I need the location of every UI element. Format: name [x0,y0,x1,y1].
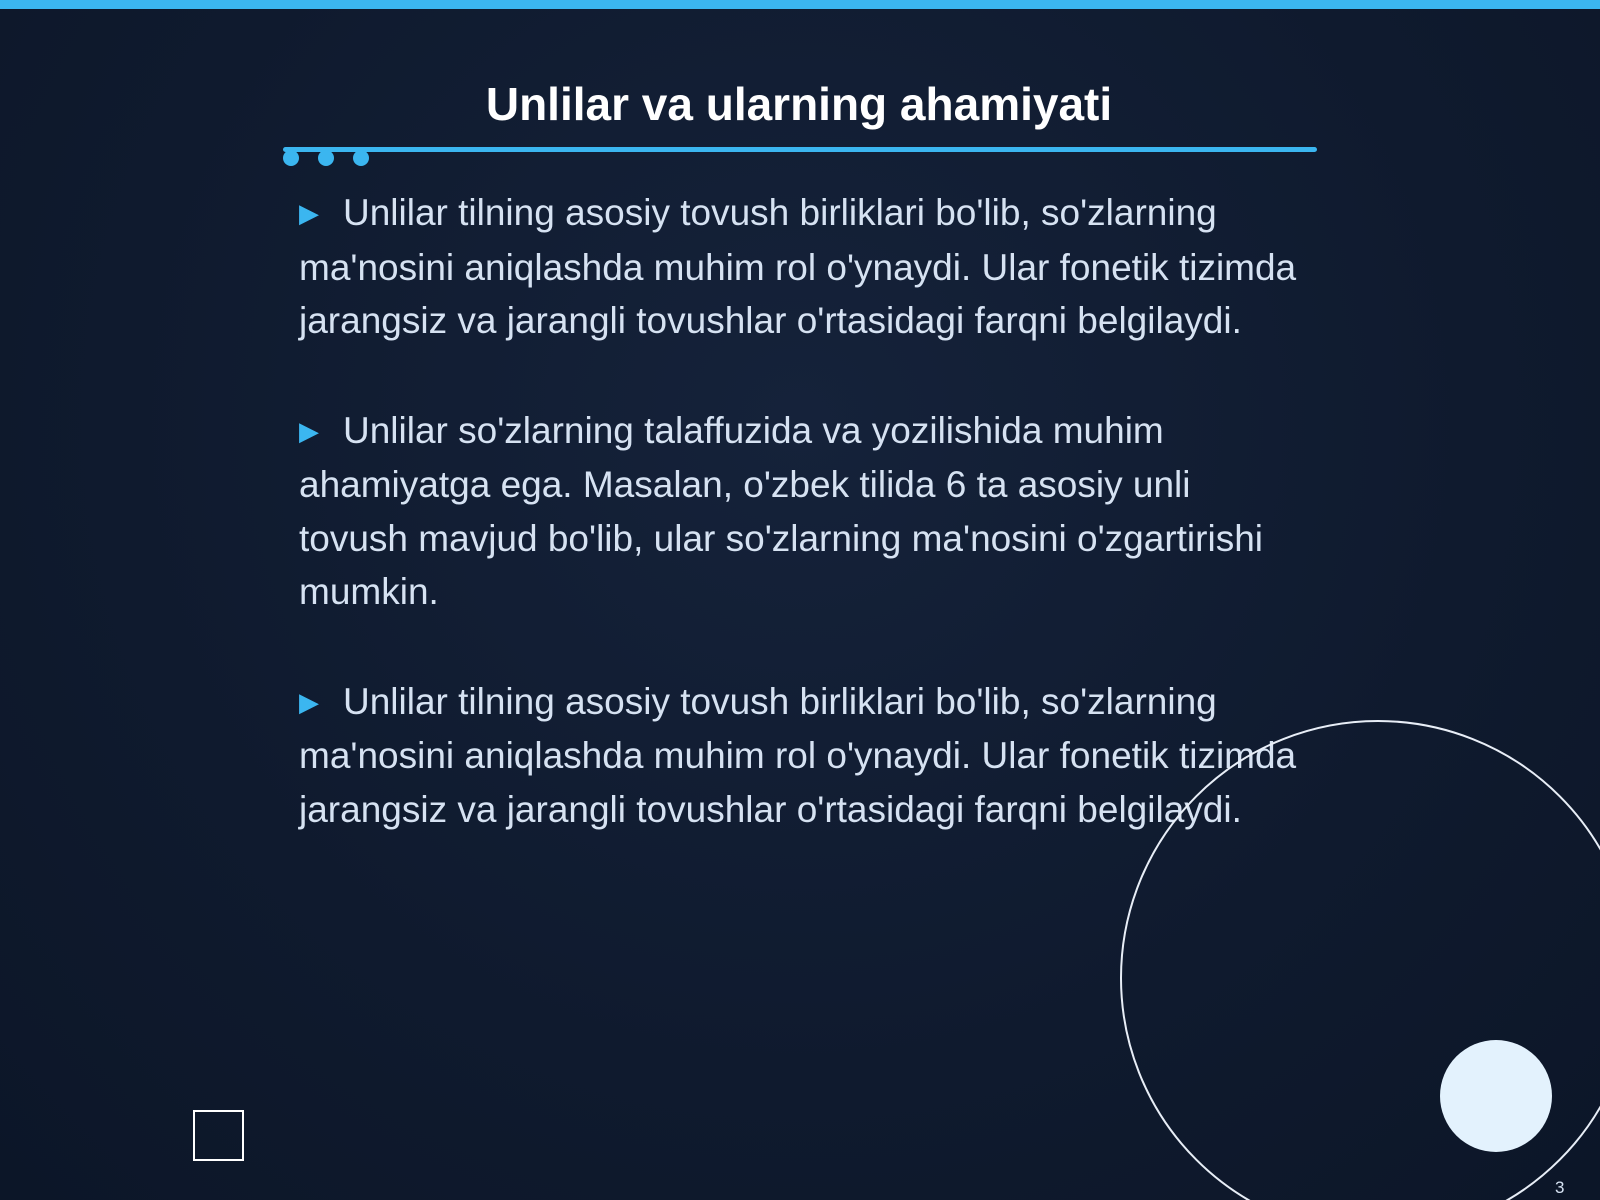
bullet-text: Unlilar tilning asosiy tovush birliklari bo'lib, so'zlarning ma'nosini aniqlashda muhim rol o'ynaydi. Ular fonetik tizimda jarangsiz va jarangli tovushlar o'rtasidagi farqni belgilaydi. [299,680,1297,830]
decorative-circle-filled [1440,1040,1552,1152]
decorative-dot [283,150,299,166]
bullet-item [299,186,1309,348]
bullet-item [299,404,1309,619]
triangle-bullet-icon: ▶ [299,415,319,446]
top-accent-bar [0,0,1600,9]
page-number: 3 [1555,1178,1565,1197]
bullet-list [299,186,1309,892]
decorative-dot [353,150,369,166]
decorative-dot [318,150,334,166]
bullet-text: Unlilar tilning asosiy tovush birliklari bo'lib, so'zlarning ma'nosini aniqlashda muhim rol o'ynaydi. Ular fonetik tizimda jarangsiz va jarangli tovushlar o'rtasidagi farqni belgilaydi. [299,192,1297,341]
bullet-item [299,675,1309,837]
decorative-square [193,1110,244,1161]
triangle-bullet-icon: ▶ [299,686,319,717]
bullet-text: Unlilar so'zlarning talaffuzida va yozilishida muhim ahamiyatga ega. Masalan, o'zbek tilida 6 ta asosiy unli tovush mavjud bo'lib, ular so'zlarning ma'nosini o'zgartirishi mumkin. [299,409,1263,612]
title-underline [283,147,1317,152]
triangle-bullet-icon: ▶ [299,198,319,228]
slide-title: Unlilar va ularning ahamiyati [485,78,1113,130]
